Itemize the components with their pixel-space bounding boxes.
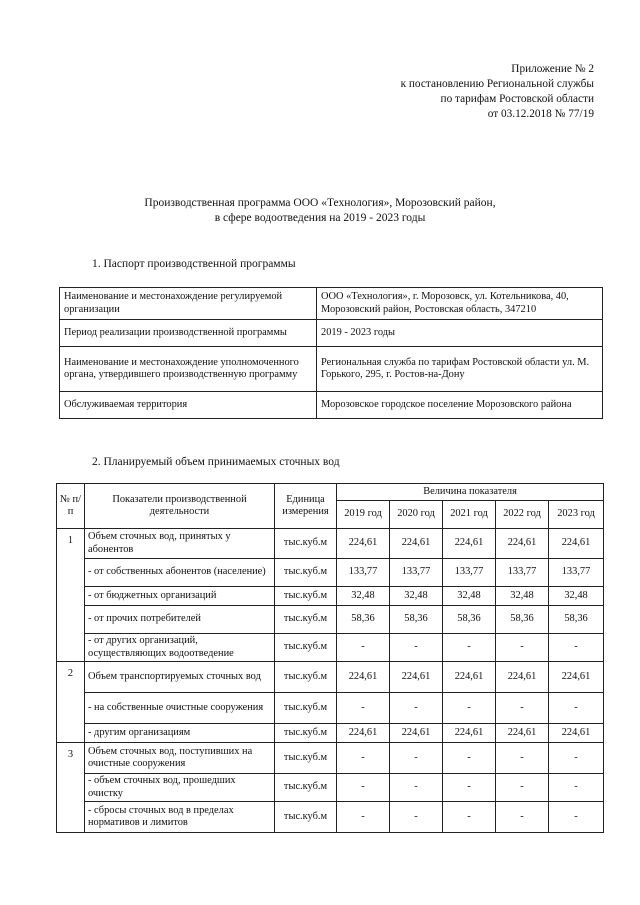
indicator-name: - объем сточных вод, прошедших очистку <box>85 774 275 802</box>
passport-value: 2019 - 2023 годы <box>317 320 603 347</box>
header-year: 2021 год <box>443 501 496 529</box>
value-cell: 58,36 <box>496 606 549 634</box>
title-line: в сфере водоотведения на 2019 - 2023 годы <box>214 212 426 224</box>
header-year: 2023 год <box>549 501 604 529</box>
indicator-name: Объем транспортируемых сточных вод <box>85 662 275 693</box>
value-cell: - <box>549 634 604 662</box>
unit-cell: тыс.куб.м <box>275 559 337 587</box>
unit-cell: тыс.куб.м <box>275 529 337 559</box>
table-row <box>60 288 603 320</box>
header-value: Величина показателя <box>337 484 604 501</box>
header-year: 2020 год <box>390 501 443 529</box>
value-cell: - <box>496 802 549 833</box>
value-cell: - <box>496 774 549 802</box>
table-row <box>57 774 604 802</box>
table-row <box>57 529 604 559</box>
passport-value: Региональная служба по тарифам Ростовской области ул. М. Горького, 295, г. Ростов-на-Дону <box>317 347 603 392</box>
value-cell: 224,61 <box>549 529 604 559</box>
value-cell: 58,36 <box>337 606 390 634</box>
indicator-name: - сбросы сточных вод в пределах нормативов и лимитов <box>85 802 275 833</box>
value-cell: - <box>337 693 390 724</box>
section-heading-volumes: 2. Планируемый объем принимаемых сточных вод <box>92 456 340 468</box>
table-row <box>57 724 604 743</box>
unit-cell: тыс.куб.м <box>275 662 337 693</box>
unit-cell: тыс.куб.м <box>275 587 337 606</box>
table-row <box>60 392 603 419</box>
unit-cell: тыс.куб.м <box>275 693 337 724</box>
row-number: 2 <box>57 662 85 743</box>
value-cell: 224,61 <box>390 724 443 743</box>
table-row <box>57 606 604 634</box>
passport-label: Обслуживаемая территория <box>60 392 317 419</box>
value-cell: 133,77 <box>337 559 390 587</box>
value-cell: - <box>443 802 496 833</box>
value-cell: - <box>443 634 496 662</box>
value-cell: - <box>443 693 496 724</box>
unit-cell: тыс.куб.м <box>275 802 337 833</box>
indicator-name: - от бюджетных организаций <box>85 587 275 606</box>
value-cell: 224,61 <box>443 529 496 559</box>
passport-label: Наименование и местонахождение регулируемой организации <box>60 288 317 320</box>
table-row <box>60 347 603 392</box>
table-row <box>60 320 603 347</box>
value-cell: 224,61 <box>337 662 390 693</box>
table-row <box>57 587 604 606</box>
value-cell: 32,48 <box>496 587 549 606</box>
value-cell: - <box>390 743 443 774</box>
value-cell: - <box>549 743 604 774</box>
indicator-name: - от собственных абонентов (население) <box>85 559 275 587</box>
value-cell: 224,61 <box>496 724 549 743</box>
table-row <box>57 559 604 587</box>
value-cell: 133,77 <box>549 559 604 587</box>
value-cell: 224,61 <box>549 662 604 693</box>
passport-label: Период реализации производственной программы <box>60 320 317 347</box>
value-cell: 32,48 <box>390 587 443 606</box>
value-cell: 32,48 <box>443 587 496 606</box>
passport-value: Морозовское городское поселение Морозовского района <box>317 392 603 419</box>
appendix-line: Приложение № 2 <box>511 63 594 75</box>
value-cell: - <box>390 802 443 833</box>
value-cell: - <box>549 774 604 802</box>
table-row <box>57 802 604 833</box>
indicator-name: - другим организациям <box>85 724 275 743</box>
passport-value: ООО «Технология», г. Морозовск, ул. Котельникова, 40, Морозовский район, Ростовская область, 347210 <box>317 288 603 320</box>
section-heading-passport: 1. Паспорт производственной программы <box>92 258 296 270</box>
header-num: № п/п <box>57 484 85 529</box>
value-cell: - <box>496 634 549 662</box>
table-header-row <box>57 484 604 501</box>
value-cell: - <box>390 774 443 802</box>
value-cell: - <box>337 802 390 833</box>
value-cell: 58,36 <box>549 606 604 634</box>
title-line: Производственная программа ООО «Технология», Морозовский район, <box>144 197 496 209</box>
value-cell: 224,61 <box>337 529 390 559</box>
document-title <box>0 196 640 226</box>
indicator-name: - от прочих потребителей <box>85 606 275 634</box>
value-cell: 224,61 <box>443 724 496 743</box>
value-cell: 58,36 <box>443 606 496 634</box>
value-cell: 133,77 <box>443 559 496 587</box>
value-cell: - <box>496 693 549 724</box>
value-cell: 32,48 <box>337 587 390 606</box>
appendix-line: от 03.12.2018 № 77/19 <box>487 108 594 120</box>
table-row <box>57 693 604 724</box>
indicator-name: Объем сточных вод, принятых у абонентов <box>85 529 275 559</box>
header-unit: Единица измерения <box>275 484 337 529</box>
header-indicator: Показатели производственной деятельности <box>85 484 275 529</box>
value-cell: 224,61 <box>549 724 604 743</box>
value-cell: - <box>337 743 390 774</box>
value-cell: - <box>443 774 496 802</box>
value-cell: 224,61 <box>390 529 443 559</box>
value-cell: 224,61 <box>390 662 443 693</box>
passport-label: Наименование и местонахождение уполномоченного органа, утвердившего производственную программу <box>60 347 317 392</box>
unit-cell: тыс.куб.м <box>275 774 337 802</box>
volumes-table <box>56 483 604 833</box>
appendix-line: по тарифам Ростовской области <box>440 93 594 105</box>
indicator-name: Объем сточных вод, поступивших на очистные сооружения <box>85 743 275 774</box>
value-cell: 224,61 <box>496 662 549 693</box>
value-cell: - <box>443 743 496 774</box>
value-cell: 224,61 <box>443 662 496 693</box>
row-number: 1 <box>57 529 85 662</box>
value-cell: - <box>337 634 390 662</box>
unit-cell: тыс.куб.м <box>275 634 337 662</box>
value-cell: 58,36 <box>390 606 443 634</box>
value-cell: 133,77 <box>390 559 443 587</box>
value-cell: 133,77 <box>496 559 549 587</box>
header-year: 2019 год <box>337 501 390 529</box>
value-cell: - <box>549 802 604 833</box>
passport-table <box>59 287 603 419</box>
value-cell: - <box>549 693 604 724</box>
value-cell: 32,48 <box>549 587 604 606</box>
row-number: 3 <box>57 743 85 833</box>
unit-cell: тыс.куб.м <box>275 724 337 743</box>
value-cell: 224,61 <box>496 529 549 559</box>
unit-cell: тыс.куб.м <box>275 606 337 634</box>
table-row <box>57 634 604 662</box>
indicator-name: - от других организаций, осуществляющих водоотведение <box>85 634 275 662</box>
header-year: 2022 год <box>496 501 549 529</box>
table-row <box>57 743 604 774</box>
appendix-header <box>401 62 594 122</box>
value-cell: - <box>390 693 443 724</box>
value-cell: - <box>496 743 549 774</box>
value-cell: - <box>337 774 390 802</box>
appendix-line: к постановлению Региональной службы <box>400 78 594 90</box>
unit-cell: тыс.куб.м <box>275 743 337 774</box>
value-cell: - <box>390 634 443 662</box>
table-row <box>57 662 604 693</box>
value-cell: 224,61 <box>337 724 390 743</box>
indicator-name: - на собственные очистные сооружения <box>85 693 275 724</box>
